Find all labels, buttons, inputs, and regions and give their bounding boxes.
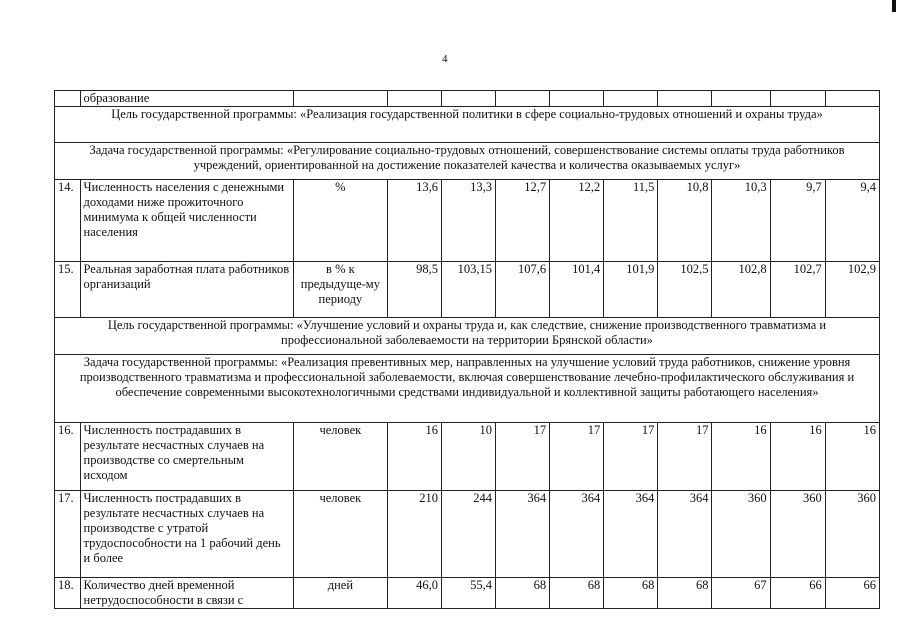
value-cell: 46,0 xyxy=(387,578,441,609)
value-cell: 55,4 xyxy=(441,578,495,609)
value-cell xyxy=(496,91,550,107)
value-cell: 13,6 xyxy=(387,180,441,262)
section-heading: Задача государственной программы: «Регулирование социально-трудовых отношений, совершенствование системы оплаты труда работников учреждений, ориентированной на достижение показателей качества и количества оказываемых услуг» xyxy=(55,143,880,180)
indicator-name: Численность пострадавших в результате несчастных случаев на производстве со смертельным исходом xyxy=(80,423,293,491)
value-cell: 68 xyxy=(496,578,550,609)
value-cell: 103,15 xyxy=(441,262,495,318)
value-cell: 102,7 xyxy=(770,262,825,318)
value-cell: 16 xyxy=(770,423,825,491)
value-cell: 10,3 xyxy=(712,180,770,262)
table-row xyxy=(55,578,880,609)
row-number: 17. xyxy=(55,491,81,578)
unit-cell xyxy=(293,91,387,107)
value-cell: 364 xyxy=(658,491,712,578)
value-cell: 67 xyxy=(712,578,770,609)
value-cell: 360 xyxy=(825,491,879,578)
value-cell xyxy=(712,91,770,107)
value-cell: 210 xyxy=(387,491,441,578)
table-row xyxy=(55,423,880,491)
value-cell: 17 xyxy=(550,423,604,491)
value-cell xyxy=(550,91,604,107)
value-cell: 360 xyxy=(770,491,825,578)
value-cell: 98,5 xyxy=(387,262,441,318)
value-cell xyxy=(441,91,495,107)
value-cell: 101,9 xyxy=(604,262,658,318)
table-row xyxy=(55,91,880,107)
value-cell xyxy=(825,91,879,107)
section-row xyxy=(55,143,880,180)
value-cell xyxy=(387,91,441,107)
section-row xyxy=(55,107,880,143)
value-cell: 102,8 xyxy=(712,262,770,318)
value-cell: 107,6 xyxy=(496,262,550,318)
indicator-name: образование xyxy=(80,91,293,107)
value-cell: 12,2 xyxy=(550,180,604,262)
value-cell: 10,8 xyxy=(658,180,712,262)
unit-cell: человек xyxy=(293,491,387,578)
section-heading: Цель государственной программы: «Улучшение условий и охраны труда и, как следствие, снижение производственного травматизма и профессиональной заболеваемости на территории Брянской области» xyxy=(55,318,880,355)
section-row xyxy=(55,355,880,423)
value-cell: 16 xyxy=(712,423,770,491)
value-cell: 12,7 xyxy=(496,180,550,262)
value-cell: 101,4 xyxy=(550,262,604,318)
value-cell: 244 xyxy=(441,491,495,578)
unit-cell: дней xyxy=(293,578,387,609)
page-number: 4 xyxy=(442,53,448,65)
value-cell: 360 xyxy=(712,491,770,578)
section-heading: Задача государственной программы: «Реализация превентивных мер, направленных на улучшение условий труда работников, снижение уровня производственного травматизма и профессиональной заболеваемости, включая совершенствование лечебно-профилактического обслуживания и обеспечение современными высокотехнологичными средствами индивидуальной и коллективной защиты работающего населения» xyxy=(55,355,880,423)
scan-edge-mark xyxy=(892,0,896,12)
value-cell: 17 xyxy=(496,423,550,491)
value-cell: 364 xyxy=(496,491,550,578)
unit-cell: % xyxy=(293,180,387,262)
table-row xyxy=(55,180,880,262)
section-row xyxy=(55,318,880,355)
row-number: 15. xyxy=(55,262,81,318)
unit-cell: в % к предыдуще-му периоду xyxy=(293,262,387,318)
value-cell: 16 xyxy=(825,423,879,491)
value-cell: 364 xyxy=(604,491,658,578)
row-number xyxy=(55,91,81,107)
value-cell: 17 xyxy=(604,423,658,491)
value-cell: 68 xyxy=(604,578,658,609)
value-cell: 16 xyxy=(387,423,441,491)
row-number: 14. xyxy=(55,180,81,262)
value-cell: 364 xyxy=(550,491,604,578)
value-cell: 10 xyxy=(441,423,495,491)
indicators-table xyxy=(54,90,880,609)
value-cell: 13,3 xyxy=(441,180,495,262)
table-body xyxy=(55,91,880,609)
value-cell: 68 xyxy=(550,578,604,609)
value-cell: 68 xyxy=(658,578,712,609)
row-number: 16. xyxy=(55,423,81,491)
unit-cell: человек xyxy=(293,423,387,491)
value-cell: 11,5 xyxy=(604,180,658,262)
value-cell: 9,4 xyxy=(825,180,879,262)
value-cell: 102,5 xyxy=(658,262,712,318)
indicator-name: Количество дней временной нетрудоспособности в связи с xyxy=(80,578,293,609)
indicator-name: Численность населения с денежными доходами ниже прожиточного минимума к общей численности населения xyxy=(80,180,293,262)
value-cell xyxy=(658,91,712,107)
value-cell xyxy=(604,91,658,107)
value-cell: 66 xyxy=(825,578,879,609)
row-number: 18. xyxy=(55,578,81,609)
section-heading: Цель государственной программы: «Реализация государственной политики в сфере социально-трудовых отношений и охраны труда» xyxy=(55,107,880,143)
indicator-name: Реальная заработная плата работников организаций xyxy=(80,262,293,318)
value-cell: 102,9 xyxy=(825,262,879,318)
table-row xyxy=(55,262,880,318)
value-cell: 17 xyxy=(658,423,712,491)
indicator-name: Численность пострадавших в результате несчастных случаев на производстве с утратой трудоспособности на 1 рабочий день и более xyxy=(80,491,293,578)
value-cell: 66 xyxy=(770,578,825,609)
value-cell xyxy=(770,91,825,107)
value-cell: 9,7 xyxy=(770,180,825,262)
table-row xyxy=(55,491,880,578)
